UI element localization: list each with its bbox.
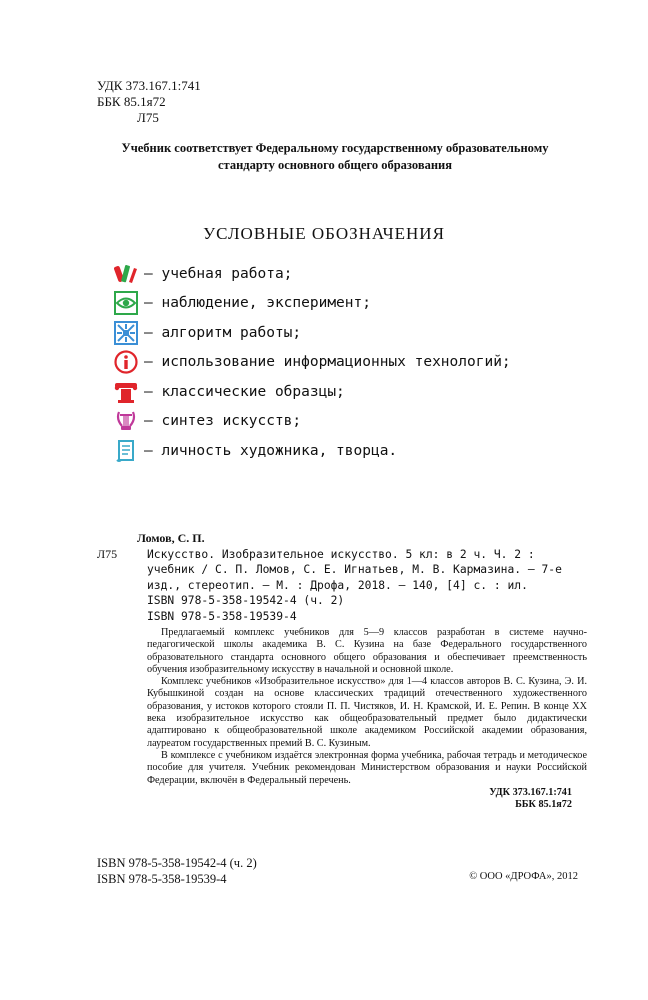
standard-notice: Учебник соответствует Федеральному государственному образовательному стандарту основного общего образования (121, 141, 549, 172)
scroll-icon (114, 439, 138, 463)
algorithm-icon (114, 321, 138, 345)
copyright: © ООО «ДРОФА», 2012 (469, 871, 578, 882)
info-icon (114, 350, 138, 374)
catalog-author: Ломов, С. П. (137, 531, 205, 545)
annotation-paragraph: Предлагаемый комплекс учебников для 5—9 классов разработан в системе научно-педагогической школы академика В. С. Кузина на базе Федерального государственного образовательного стандарта основного общего образования и обеспечивает преемственность обучения изобразительному искусству в начальной и основной школе. (147, 627, 587, 675)
footer-isbn-2: ISBN 978-5-358-19539-4 (97, 872, 227, 886)
legend-text: — личность художника, творца. (144, 442, 398, 459)
catalog-description: Искусство. Изобразительное искусство. 5 кл: в 2 ч. Ч. 2 : учебник / С. П. Ломов, С. Е. Игнатьев, М. В. Кармазина. — 7-е изд., стереотип. — М. : Дрофа, 2018. — 140, [4] с. : ил. (147, 547, 562, 592)
classification-codes (97, 78, 201, 126)
legend-item (114, 436, 511, 466)
column-capital-icon (114, 380, 138, 404)
legend-item (114, 377, 511, 407)
bbk-code: ББК 85.1я72 (97, 94, 166, 109)
author-mark: Л75 (137, 110, 159, 125)
catalog-bbk: ББК 85.1я72 (515, 799, 572, 811)
catalog-isbn-2: ISBN 978-5-358-19539-4 (147, 609, 297, 623)
legend-text: — алгоритм работы; (144, 324, 302, 341)
footer-isbn-1: ISBN 978-5-358-19542-4 (ч. 2) (97, 856, 257, 870)
eye-icon (114, 291, 138, 315)
legend-item (114, 407, 511, 437)
legend-text: — учебная работа; (144, 265, 293, 282)
legend-text: — классические образцы; (144, 383, 345, 400)
catalog-mark: Л75 (97, 546, 118, 561)
legend-list (114, 259, 511, 466)
legend-item (114, 318, 511, 348)
legend-text: — синтез искусств; (144, 413, 302, 430)
legend-text: — наблюдение, эксперимент; (144, 295, 371, 312)
legend-text: — использование информационных технологий; (144, 354, 511, 371)
legend-title: УСЛОВНЫЕ ОБОЗНАЧЕНИЯ (203, 224, 445, 243)
catalog-entry (97, 547, 587, 594)
brush-pencil-icon (114, 262, 138, 286)
catalog-isbn-1: ISBN 978-5-358-19542-4 (ч. 2) (147, 594, 345, 607)
footer-isbn (97, 855, 257, 887)
lyre-icon (114, 409, 138, 433)
legend-item (114, 289, 511, 319)
catalog-udk: УДК 373.167.1:741 (489, 786, 572, 798)
legend-item (114, 348, 511, 378)
catalog-card (97, 531, 587, 811)
annotation-paragraph: В комплексе с учебником издаётся электронная форма учебника, рабочая тетрадь и методическое пособие для учителя. Учебник рекомендован Министерством образования и науки Российской Федерации, включён в Федеральный перечень. (147, 749, 587, 786)
legend-item (114, 259, 511, 289)
catalog-annotation (97, 627, 587, 787)
annotation-paragraph: Комплекс учебников «Изобразительное искусство» для 1—4 классов авторов В. С. Кузина, Э. И. Кубышкиной создан на основе классических традиций отечественного художественного образования, у истоков которого стояли П. П. Чистяков, И. Н. Крамской, И. Е. Репин. В конце XX века изобразительное искусство как общеобразовательный предмет было дидактически адаптировано к общеобразовательной школе академиком Российской академии образования, лауреатом государственных премий В. С. Кузиным. (147, 676, 587, 749)
udk-code: УДК 373.167.1:741 (97, 78, 201, 93)
